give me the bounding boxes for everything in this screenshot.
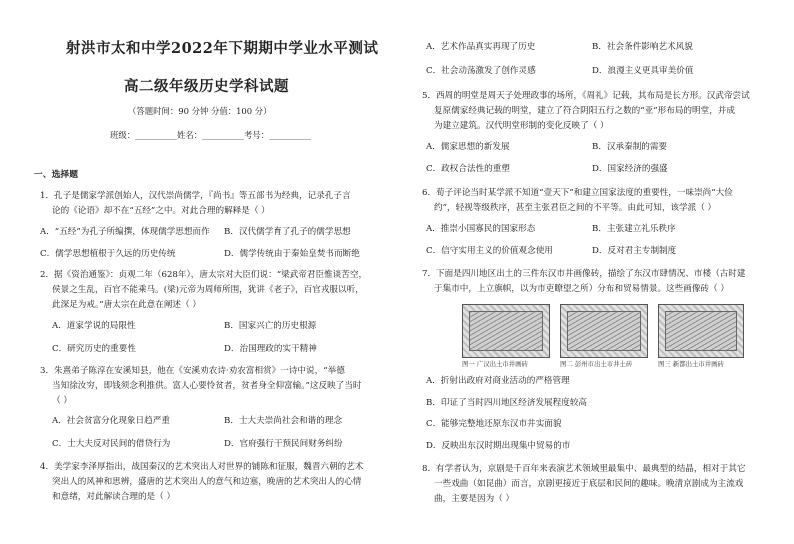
question-text: 6．荀子评论当时某学派不知道“壹天下”和建立国家法度的重要性，一味崇尚“大俭 <box>422 188 733 198</box>
answer-option[interactable]: D．儒学传统由于秦始皇焚书而断绝 <box>224 249 360 259</box>
answer-option[interactable]: D．浪漫主义更具审美价值 <box>592 66 694 76</box>
answer-option[interactable]: B．汉承秦制的需要 <box>592 142 668 152</box>
answer-option[interactable]: A．“五经”为孔子所编撰，体现儒学思想而作 <box>40 227 210 237</box>
section-heading: 一、选择题 <box>34 170 78 180</box>
answer-option[interactable]: A．折射出政府对商业活动的严格管理 <box>426 376 570 386</box>
question-text: 约”，轻视等级秩序，甚至主张君臣之间的不平等。由此可知，该学派（ ） <box>434 203 717 213</box>
question-text: 复原儒家经典记载的明堂，建立了符合阴阳五行之数的“亚”形布局的明堂，并成 <box>434 106 735 116</box>
question-text: 论的《论语》却不在“五经”之中。对此合理的解释是（ ） <box>52 206 270 216</box>
question-text: 5．西周的明堂是周天子处理政事的场所，《周礼》记载，其布局是长方形。汉武帝尝试 <box>422 91 750 101</box>
answer-option[interactable]: A．艺术作品真实再现了历史 <box>426 42 536 52</box>
answer-option[interactable]: A．道家学说的局限性 <box>52 321 136 331</box>
question-text: 突出人的风神和思辨，盛唐的艺术突出人的意气和边塞，晚唐的艺术突出人的心情 <box>52 477 362 487</box>
answer-option[interactable]: B．社会条件影响艺术风貌 <box>592 42 693 52</box>
answer-option[interactable]: B．士大夫崇尚社会和谐的理念 <box>224 416 343 426</box>
answer-option[interactable]: C．研究历史的重要性 <box>52 344 136 354</box>
exam-subtitle: 高二级年级历史学科试题 <box>124 78 289 95</box>
answer-option[interactable]: C．能够完整地还原东汉市井实面貌 <box>426 419 562 429</box>
question-text: 7．下面是四川地区出土的三件东汉市井画像砖，描绘了东汉市肆情况、市楼（古时建 <box>422 269 746 279</box>
answer-option[interactable]: D．国家经济的强盛 <box>592 164 668 174</box>
answer-option[interactable]: C．儒学思想植根于久远的历史传统 <box>40 249 176 259</box>
answer-option[interactable]: D．反映出东汉时期出现集中贸易的市 <box>426 441 571 451</box>
answer-option[interactable]: C．政权合法性的重塑 <box>426 164 510 174</box>
question-text: 于集市中，上立旗帜，以为市吏瞭望之所）分布和贸易情景。这些画像砖（ ） <box>434 284 729 294</box>
question-text: 和意绪，对此解读合理的是（ ） <box>52 492 176 502</box>
exam-title: 射洪市太和中学2022年下期期中学业水平测试 <box>66 40 379 57</box>
answer-option[interactable]: D．反对君主专制制度 <box>592 246 677 256</box>
answer-option[interactable]: A．社会贫富分化现象日趋严重 <box>52 416 170 426</box>
figure-caption: 图一 广汉出土市井画砖 <box>462 360 528 368</box>
answer-option[interactable]: D．治国理政的实干精神 <box>224 344 317 354</box>
question-text: 侯景之生乱，百官不能乘马。(梁)元帝为周师所围，犹讲《老子》，百官戎服以听， <box>52 285 364 295</box>
answer-option[interactable]: C．士大夫反对民间的借贷行为 <box>52 439 171 449</box>
question-text: 4．美学家李泽厚指出，战国秦汉的艺术突出人对世界的铺陈和征服，魏晋六朝的艺术 <box>40 462 364 472</box>
figure-caption: 图三 新都出土市井画砖 <box>658 360 724 368</box>
exam-info: （答题时间：90 分钟 分值：100 分） <box>128 106 272 116</box>
answer-option[interactable]: B．印证了当时四川地区经济发展程度较高 <box>426 398 588 408</box>
question-text: 2．据《资治通鉴》：贞观二年（628年），唐太宗对大臣们说：“梁武帝君臣惟谈苦空， <box>40 270 368 280</box>
relief-image-3 <box>658 304 744 358</box>
student-fields: 班级：__________姓名：__________考号：__________ <box>110 130 311 140</box>
relief-image-2 <box>560 304 648 358</box>
question-text: 当知徐汝穷，即钱须念利推供。富人心要怜贫者，贫者身全仰富输。”这反映了当时 <box>52 381 362 391</box>
relief-image-1 <box>462 304 550 358</box>
answer-option[interactable]: C．信守实用主义的价值观念使用 <box>426 246 553 256</box>
answer-option[interactable]: B．主张建立礼乐秩序 <box>592 224 676 234</box>
question-text: 曲，主要是因为（ ） <box>434 494 515 504</box>
question-text: 1．孔子是儒家学派创始人，汉代崇尚儒学，『尚书』等五部书为经典，记录孔子言 <box>40 191 351 201</box>
answer-option[interactable]: C．社会动荡激发了创作灵感 <box>426 66 536 76</box>
question-text: 为建立建筑。汉代明堂形制的变化反映了（ ） <box>434 121 609 131</box>
question-text: 此深足为戒。”唐太宗在此意在阐述（ ） <box>52 300 201 310</box>
question-text: （ ） <box>52 396 72 406</box>
answer-option[interactable]: A．儒家思想的新发展 <box>426 142 510 152</box>
answer-option[interactable]: D．官府强行干预民间财务纠纷 <box>224 439 343 449</box>
answer-option[interactable]: B．汉代儒学育了孔子的儒学思想 <box>224 227 351 237</box>
figure-caption: 图二 彭州市出土市井土砖 <box>560 360 633 368</box>
answer-option[interactable]: A．推崇小国寡民的国家形态 <box>426 224 536 234</box>
question-text: 一些戏曲（如昆曲）而言，京剧更接近于底层和民间的趣味。晚清京剧成为主流戏 <box>434 479 744 489</box>
answer-option[interactable]: B．国家兴亡的历史根源 <box>224 321 317 331</box>
question-text: 8．有学者认为，京剧是千百年来表演艺术领域里最集中、最典型的结晶，相对于其它 <box>422 464 746 474</box>
question-text: 3．朱熹弟子陈淳在安溪知县，他在《安溪劝农诗·劝农富相赏》一诗中说，“举德 <box>40 366 345 376</box>
